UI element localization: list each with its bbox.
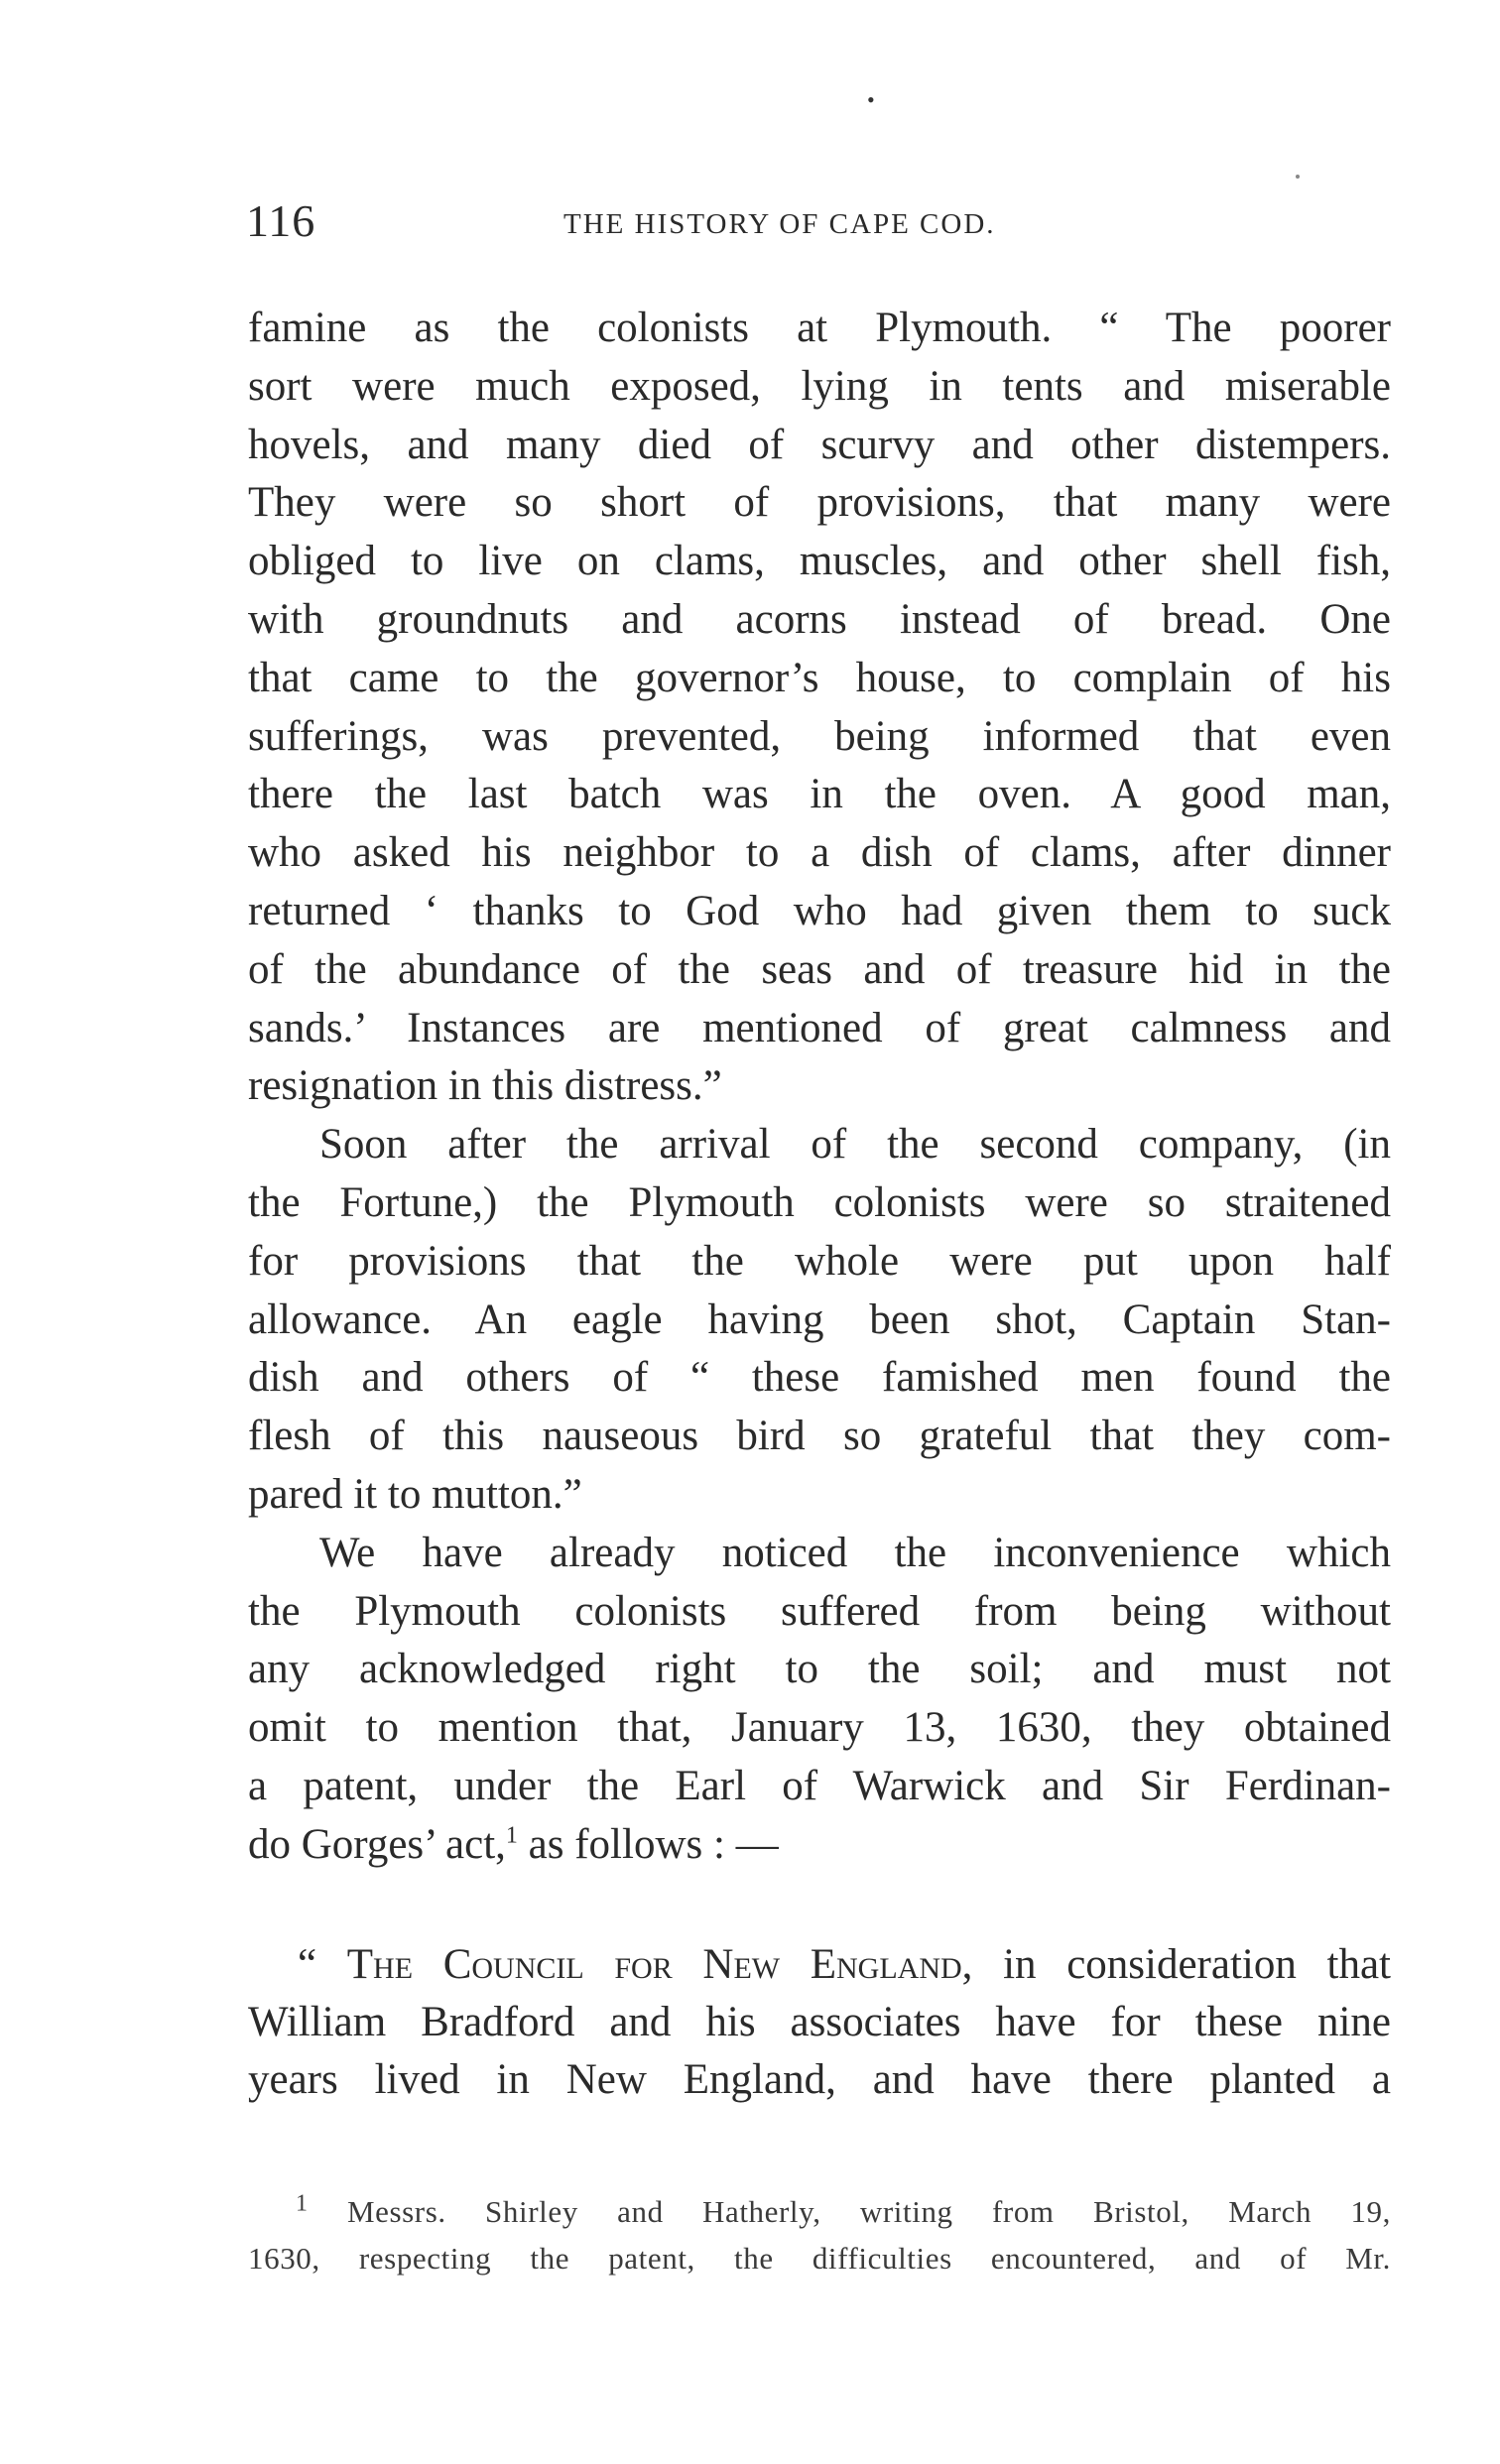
text-segment: as follows : — <box>517 1820 779 1868</box>
text-line: there the last batch was in the oven. A good man, <box>248 771 1391 818</box>
text-line: the Plymouth colonists suffered from being without <box>248 1587 1391 1635</box>
text-line: omit to mention that, January 13, 1630, they obtained <box>248 1704 1391 1752</box>
text-line: for provisions that the whole were put upon half <box>248 1237 1391 1285</box>
text-segment: Messrs. Shirley and Hatherly, writing from Bristol, March 19, <box>346 2194 1391 2229</box>
quote-line: William Bradford and his associates have for these nine <box>248 1999 1391 2045</box>
footnote-line <box>248 2188 1391 2235</box>
page-number: 116 <box>246 195 316 246</box>
text-line: Soon after the arrival of the second company, (in <box>319 1121 1391 1169</box>
text-line: obliged to live on clams, muscles, and other shell fish, <box>248 538 1391 585</box>
text-line: We have already noticed the inconvenience which <box>319 1529 1391 1576</box>
text-line: flesh of this nauseous bird so grateful that they com- <box>248 1413 1391 1460</box>
text-line: that came to the governor’s house, to complain of his <box>248 654 1391 701</box>
patent-quote <box>248 1936 1391 2109</box>
print-speck: • <box>867 87 875 112</box>
text-line: any acknowledged right to the soil; and must not <box>248 1646 1391 1693</box>
text-line: allowance. An eagle having been shot, Captain Stan- <box>248 1295 1391 1343</box>
text-line: hovels, and many died of scurvy and other distempers. <box>248 421 1391 468</box>
text-line: pared it to mutton.” <box>248 1470 582 1518</box>
footnote-line: 1630, respecting the patent, the difficulties encountered, and of Mr. <box>248 2241 1391 2276</box>
open-quote: “ <box>298 1941 347 1988</box>
text-line: sufferings, was prevented, being informed that even <box>248 712 1391 760</box>
print-dot <box>1296 175 1300 179</box>
text-line: sands.’ Instances are mentioned of great calmness and <box>248 1004 1391 1051</box>
quote-line: years lived in New England, and have there planted a <box>248 2056 1391 2103</box>
text-line: They were so short of provisions, that many were <box>248 479 1391 527</box>
page-header <box>246 194 1397 254</box>
text-line: returned ‘ thanks to God who had given them to suck <box>248 887 1391 934</box>
footnote-marker: 1 <box>296 2190 309 2217</box>
text-line: dish and others of “ these famished men found the <box>248 1354 1391 1402</box>
body-text <box>248 300 1391 1875</box>
text-line: famine as the colonists at Plymouth. “ The poorer <box>248 305 1391 351</box>
council-name: The Council for New England, <box>346 1941 973 1988</box>
text-segment: in consideration that <box>972 1941 1392 1988</box>
text-line: with groundnuts and acorns instead of bread. One <box>248 595 1391 643</box>
text-line: who asked his neighbor to a dish of clams, after dinner <box>248 829 1391 877</box>
footnotes <box>248 2188 1391 2281</box>
text-line: sort were much exposed, lying in tents and miserable <box>248 362 1391 410</box>
quote-line <box>248 1936 1391 1994</box>
footnote-reference: 1 <box>505 1822 518 1849</box>
text-line: a patent, under the Earl of Warwick and Sir Ferdinan- <box>248 1762 1391 1809</box>
running-title: THE HISTORY OF CAPE COD. <box>563 208 996 240</box>
text-line: of the abundance of the seas and of treasure hid in the <box>248 945 1391 993</box>
text-segment: do Gorges’ act, <box>248 1820 506 1868</box>
text-line: the Fortune,) the Plymouth colonists were so straitened <box>248 1178 1391 1226</box>
text-line <box>248 1816 1391 1875</box>
text-line: resignation in this distress.” <box>248 1062 722 1110</box>
